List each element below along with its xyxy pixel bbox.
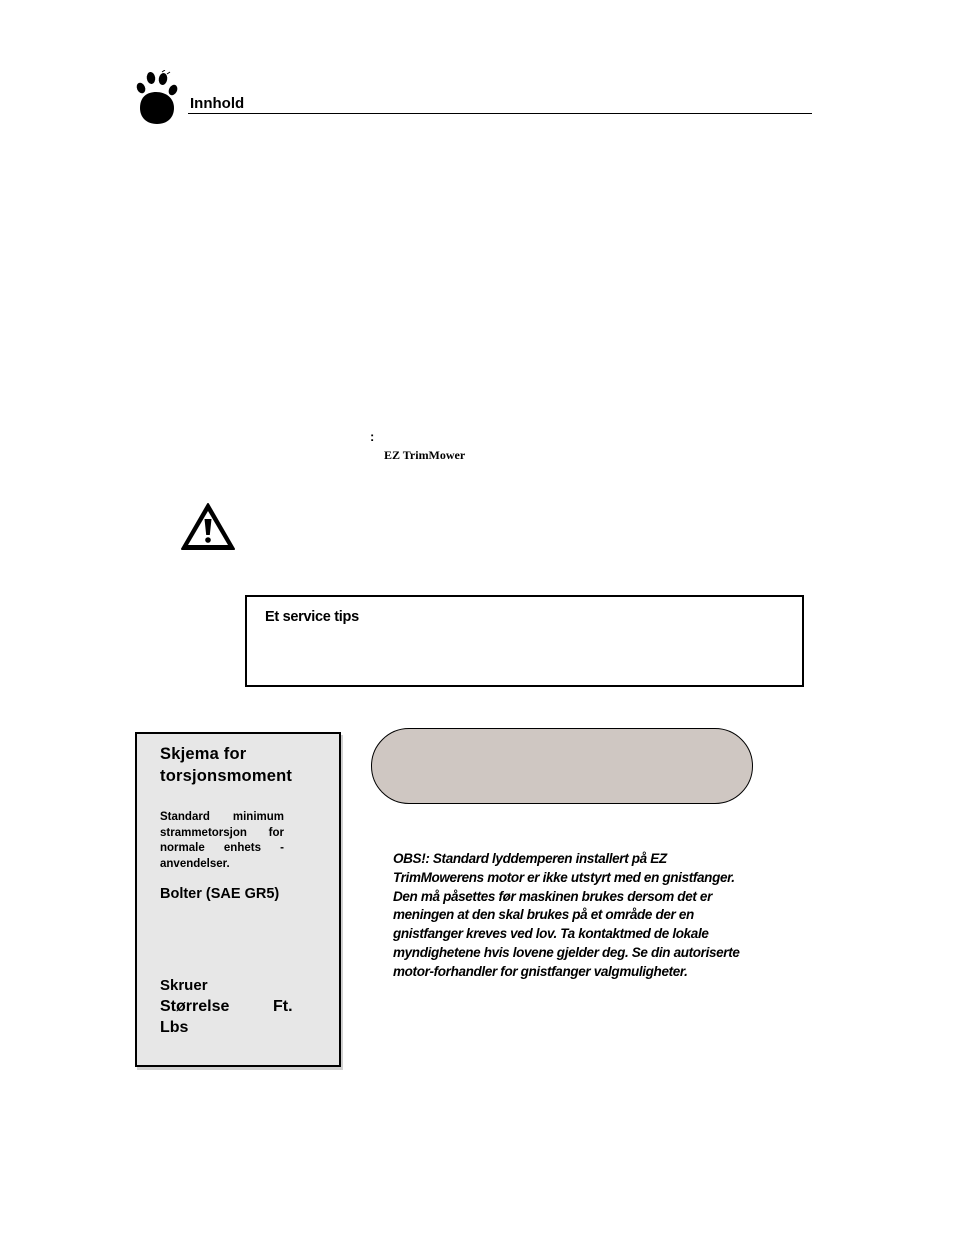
bolts-label: Bolter (SAE GR5) [160, 886, 280, 902]
header-title: Innhold [190, 95, 245, 112]
service-tip-box [245, 595, 804, 687]
paw-print-icon [134, 70, 180, 126]
torque-panel-title: Skjema for torsjonsmoment [160, 745, 293, 785]
spark-arrester-note: OBS!: Standard lyddemperen installert på EZ TrimMowerens motor er ikke utstyrt med en gnistfanger. Den må påsettes før maskinen brukes dersom det er meningen at den skal brukes på et område der en gnistfanger kreves ved lov. Ta kontaktmed de lokale myndighetene hvis lovene gjelder deg. Se din autoriserte motor-forhandler for gnistfanger valgmuligheter. [393, 851, 740, 979]
ft-lbs-label: Ft. [273, 998, 293, 1015]
model-label: EZ TrimMower [384, 448, 466, 462]
header-divider [188, 113, 812, 114]
ft-lbs-label-continued: Lbs [160, 1019, 189, 1036]
warning-triangle-icon [180, 502, 236, 552]
service-tip-title: Et service tips [265, 609, 359, 625]
screws-label: Skruer [160, 977, 208, 994]
colon-mark: : [370, 429, 375, 444]
rounded-callout [371, 728, 753, 804]
torque-panel-description: Standard minimum strammetorsjon for normale enhets - anvendelser. [160, 811, 284, 870]
size-label: Størrelse [160, 998, 230, 1015]
torque-panel [135, 732, 341, 1067]
